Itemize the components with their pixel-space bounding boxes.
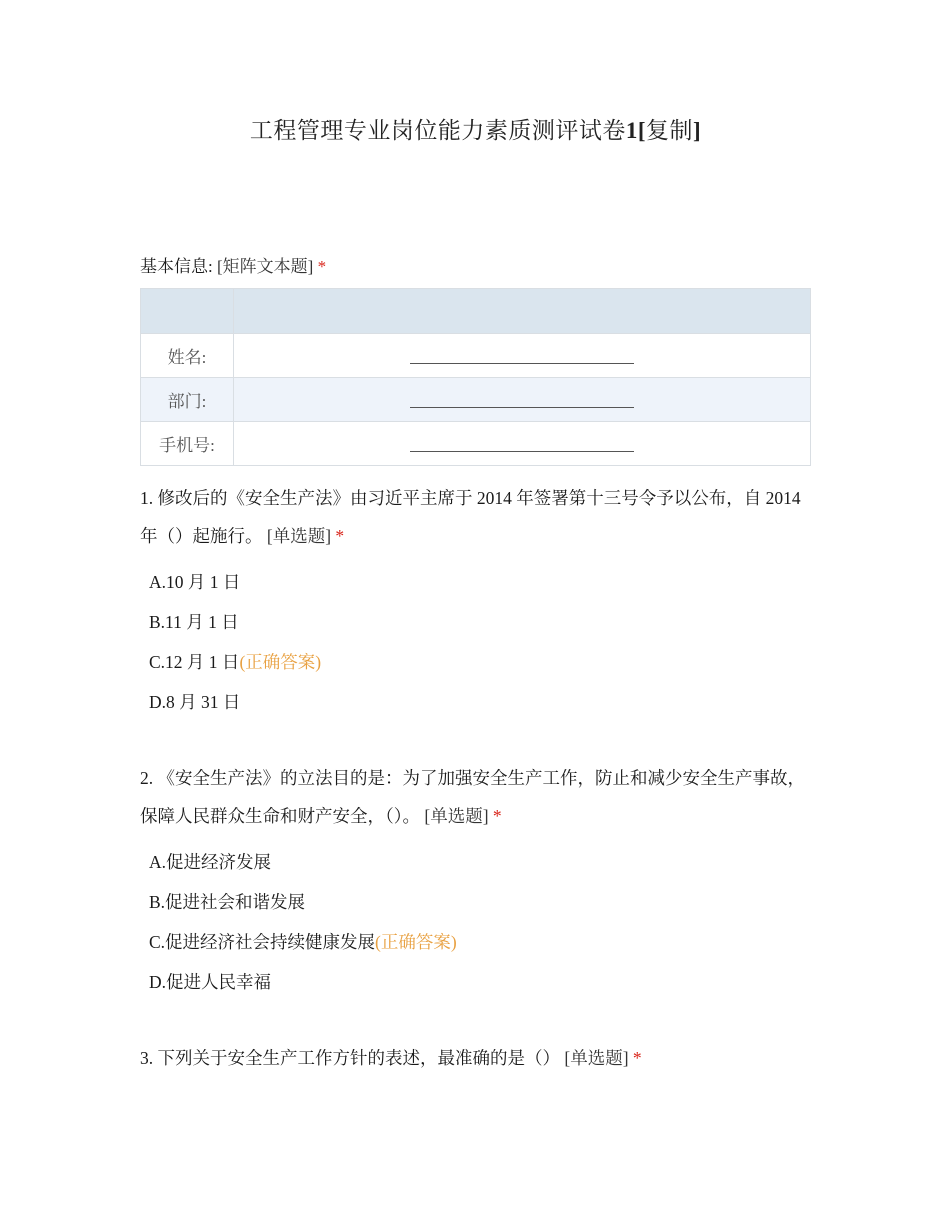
matrix-row-phone (141, 422, 811, 466)
question-number: 2. (140, 768, 154, 788)
question-type: [单选题] (424, 806, 489, 826)
required-mark: * (317, 257, 327, 276)
department-field[interactable] (234, 378, 811, 422)
title-suffix: 复制 (646, 118, 693, 143)
basic-info-label (140, 252, 326, 277)
page-title (140, 112, 811, 145)
option-c[interactable] (149, 642, 321, 682)
option-label: B.11 月 1 日 (149, 612, 239, 632)
option-b[interactable] (149, 882, 457, 922)
required-mark: * (335, 526, 345, 546)
blank-line (410, 437, 634, 452)
option-label: C.促进经济社会持续健康发展 (149, 932, 376, 952)
title-end: ] (693, 118, 702, 143)
question-2 (140, 759, 811, 835)
option-label: A.10 月 1 日 (149, 572, 241, 592)
name-field[interactable] (234, 334, 811, 378)
question-number: 1. (140, 488, 154, 508)
correct-answer-tag: (正确答案) (239, 652, 322, 672)
matrix-header-corner (141, 289, 234, 334)
matrix-row-label: 部门: (141, 378, 234, 422)
phone-field[interactable] (234, 422, 811, 466)
blank-line (410, 393, 634, 408)
option-d[interactable] (149, 682, 321, 722)
question-1-options (149, 562, 321, 722)
option-label: D.促进人民幸福 (149, 972, 272, 992)
option-label: A.促进经济发展 (149, 852, 272, 872)
matrix-row-name (141, 334, 811, 378)
question-number: 3. (140, 1048, 154, 1068)
option-b[interactable] (149, 602, 321, 642)
matrix-row-label: 姓名: (141, 334, 234, 378)
required-mark: * (492, 806, 502, 826)
matrix-row-department (141, 378, 811, 422)
question-type: [单选题] (266, 526, 332, 546)
option-a[interactable] (149, 842, 457, 882)
option-d[interactable] (149, 962, 457, 1002)
basic-info-type: [矩阵文本题] (216, 257, 314, 276)
blank-line (410, 349, 634, 364)
option-c[interactable] (149, 922, 457, 962)
option-a[interactable] (149, 562, 321, 602)
option-label: D.8 月 31 日 (149, 692, 241, 712)
question-type: [单选题] (564, 1048, 629, 1068)
question-text: 修改后的《安全生产法》由习近平主席于 2014 年签署第十三号令予以公布，自 2014 年（）起施行。 (140, 488, 801, 546)
question-1 (140, 479, 811, 555)
title-number: 1[ (625, 118, 646, 143)
matrix-row-label: 手机号: (141, 422, 234, 466)
matrix-header-cell (234, 289, 811, 334)
title-main: 工程管理专业岗位能力素质测评试卷 (249, 118, 626, 143)
matrix-header-row (141, 289, 811, 334)
option-label: C.12 月 1 日 (149, 652, 240, 672)
basic-info-matrix (140, 288, 811, 466)
required-mark: * (632, 1048, 642, 1068)
basic-info-title: 基本信息: (140, 257, 213, 276)
question-3 (140, 1039, 811, 1077)
question-2-options (149, 842, 457, 1002)
option-label: B.促进社会和谐发展 (149, 892, 306, 912)
question-text: 下列关于安全生产工作方针的表述，最准确的是（） (157, 1048, 560, 1068)
correct-answer-tag: (正确答案) (375, 932, 457, 952)
question-text: 《安全生产法》的立法目的是：为了加强安全生产工作，防止和减少安全生产事故，保障人民群众生命和财产安全，（）。 (140, 768, 805, 826)
